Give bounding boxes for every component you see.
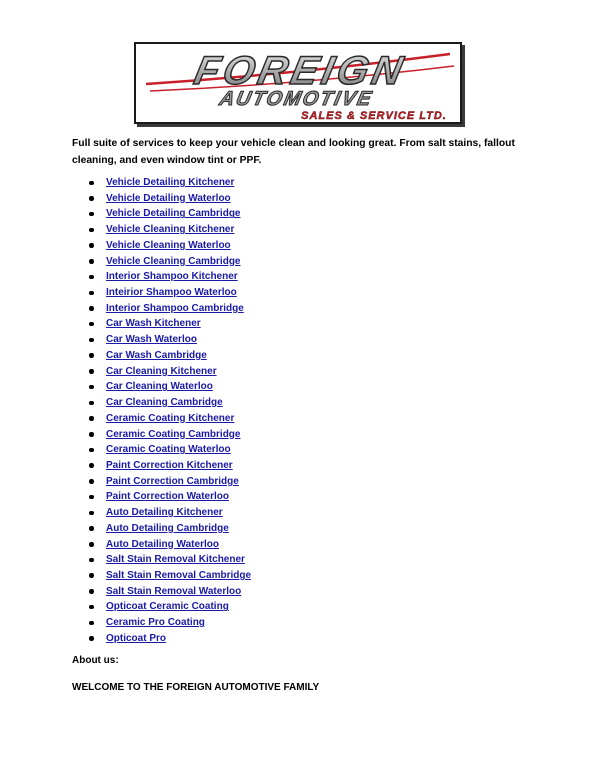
bullet-icon <box>89 479 94 484</box>
list-item <box>72 537 251 553</box>
bullet-icon <box>89 621 94 626</box>
service-link[interactable]: Interior Shampoo Cambridge <box>106 302 244 314</box>
logo-word-automotive: AUTOMOTIVE <box>217 88 376 110</box>
service-link[interactable]: Paint Correction Kitchener <box>106 459 233 471</box>
service-link[interactable]: Car Wash Kitchener <box>106 318 201 330</box>
about-heading: About us: <box>72 655 119 666</box>
service-link[interactable]: Salt Stain Removal Kitchener <box>106 554 245 566</box>
list-item <box>72 206 251 222</box>
service-link[interactable]: Car Cleaning Waterloo <box>106 381 213 393</box>
list-item <box>72 301 251 317</box>
service-link[interactable]: Auto Detailing Kitchener <box>106 507 223 519</box>
bullet-icon <box>89 542 94 547</box>
bullet-icon <box>89 495 94 500</box>
service-link[interactable]: Ceramic Coating Cambridge <box>106 428 241 440</box>
list-item <box>72 489 251 505</box>
service-links-list <box>72 175 251 647</box>
list-item <box>72 458 251 474</box>
list-item <box>72 411 251 427</box>
service-link[interactable]: Opticoat Pro <box>106 632 167 644</box>
service-link[interactable]: Auto Detailing Waterloo <box>106 538 219 550</box>
service-link[interactable]: Ceramic Pro Coating <box>106 617 205 629</box>
service-link[interactable]: Car Wash Cambridge <box>106 349 207 361</box>
service-link[interactable]: Vehicle Detailing Waterloo <box>106 192 231 204</box>
list-item <box>72 395 251 411</box>
bullet-icon <box>89 275 94 280</box>
list-item <box>72 599 251 615</box>
list-item <box>72 175 251 191</box>
list-item <box>72 269 251 285</box>
list-item <box>72 427 251 443</box>
service-link[interactable]: Car Wash Waterloo <box>106 334 197 346</box>
service-link[interactable]: Ceramic Coating Kitchener <box>106 412 235 424</box>
bullet-icon <box>89 385 94 390</box>
logo-word-foreign: FOREIGN <box>190 47 411 93</box>
bullet-icon <box>89 338 94 343</box>
list-item <box>72 238 251 254</box>
list-item <box>72 521 251 537</box>
list-item <box>72 615 251 631</box>
list-item <box>72 332 251 348</box>
bullet-icon <box>89 306 94 311</box>
service-link[interactable]: Paint Correction Waterloo <box>106 491 229 503</box>
bullet-icon <box>89 369 94 374</box>
list-item <box>72 552 251 568</box>
service-link[interactable]: Vehicle Cleaning Waterloo <box>106 239 231 251</box>
list-item <box>72 474 251 490</box>
bullet-icon <box>89 558 94 563</box>
bullet-icon <box>89 291 94 296</box>
service-link[interactable]: Car Cleaning Kitchener <box>106 365 217 377</box>
bullet-icon <box>89 196 94 201</box>
list-item <box>72 254 251 270</box>
list-item <box>72 442 251 458</box>
intro-paragraph: Full suite of services to keep your vehicle clean and looking great. From salt stains, fallout cleaning, and even window tint or PPF. <box>72 138 515 166</box>
bullet-icon <box>89 526 94 531</box>
service-link[interactable]: Paint Correction Cambridge <box>106 475 239 487</box>
bullet-icon <box>89 605 94 610</box>
bullet-icon <box>89 322 94 327</box>
bullet-icon <box>89 181 94 186</box>
service-link[interactable]: Opticoat Ceramic Coating <box>106 601 229 613</box>
service-link[interactable]: Interior Shampoo Kitchener <box>106 271 238 283</box>
bullet-icon <box>89 416 94 421</box>
service-link[interactable]: Car Cleaning Cambridge <box>106 397 223 409</box>
service-link[interactable]: Vehicle Cleaning Kitchener <box>106 224 235 236</box>
list-item <box>72 505 251 521</box>
welcome-heading: WELCOME TO THE FOREIGN AUTOMOTIVE FAMILY <box>72 682 320 693</box>
list-item <box>72 191 251 207</box>
bullet-icon <box>89 243 94 248</box>
service-link[interactable]: Vehicle Detailing Cambridge <box>106 208 241 220</box>
logo-tagline: SALES & SERVICE LTD. <box>301 110 447 122</box>
service-link[interactable]: Inteirior Shampoo Waterloo <box>106 287 237 299</box>
logo-graphic <box>136 44 460 122</box>
list-item <box>72 379 251 395</box>
list-item <box>72 348 251 364</box>
bullet-icon <box>89 589 94 594</box>
service-link[interactable]: Ceramic Coating Waterloo <box>106 444 231 456</box>
list-item <box>72 285 251 301</box>
list-item <box>72 364 251 380</box>
bullet-icon <box>89 401 94 406</box>
service-link[interactable]: Salt Stain Removal Waterloo <box>106 585 242 597</box>
bullet-icon <box>89 463 94 468</box>
service-link[interactable]: Salt Stain Removal Cambridge <box>106 569 252 581</box>
bullet-icon <box>89 448 94 453</box>
service-link[interactable]: Auto Detailing Cambridge <box>106 522 229 534</box>
bullet-icon <box>89 636 94 641</box>
list-item <box>72 316 251 332</box>
bullet-icon <box>89 432 94 437</box>
list-item <box>72 631 251 647</box>
bullet-icon <box>89 212 94 217</box>
bullet-icon <box>89 511 94 516</box>
bullet-icon <box>89 353 94 358</box>
list-item <box>72 584 251 600</box>
service-link[interactable]: Vehicle Detailing Kitchener <box>106 177 235 188</box>
list-item <box>72 222 251 238</box>
company-logo <box>134 42 462 124</box>
bullet-icon <box>89 259 94 264</box>
bullet-icon <box>89 228 94 233</box>
list-item <box>72 568 251 584</box>
service-link[interactable]: Vehicle Cleaning Cambridge <box>106 255 241 267</box>
bullet-icon <box>89 573 94 578</box>
